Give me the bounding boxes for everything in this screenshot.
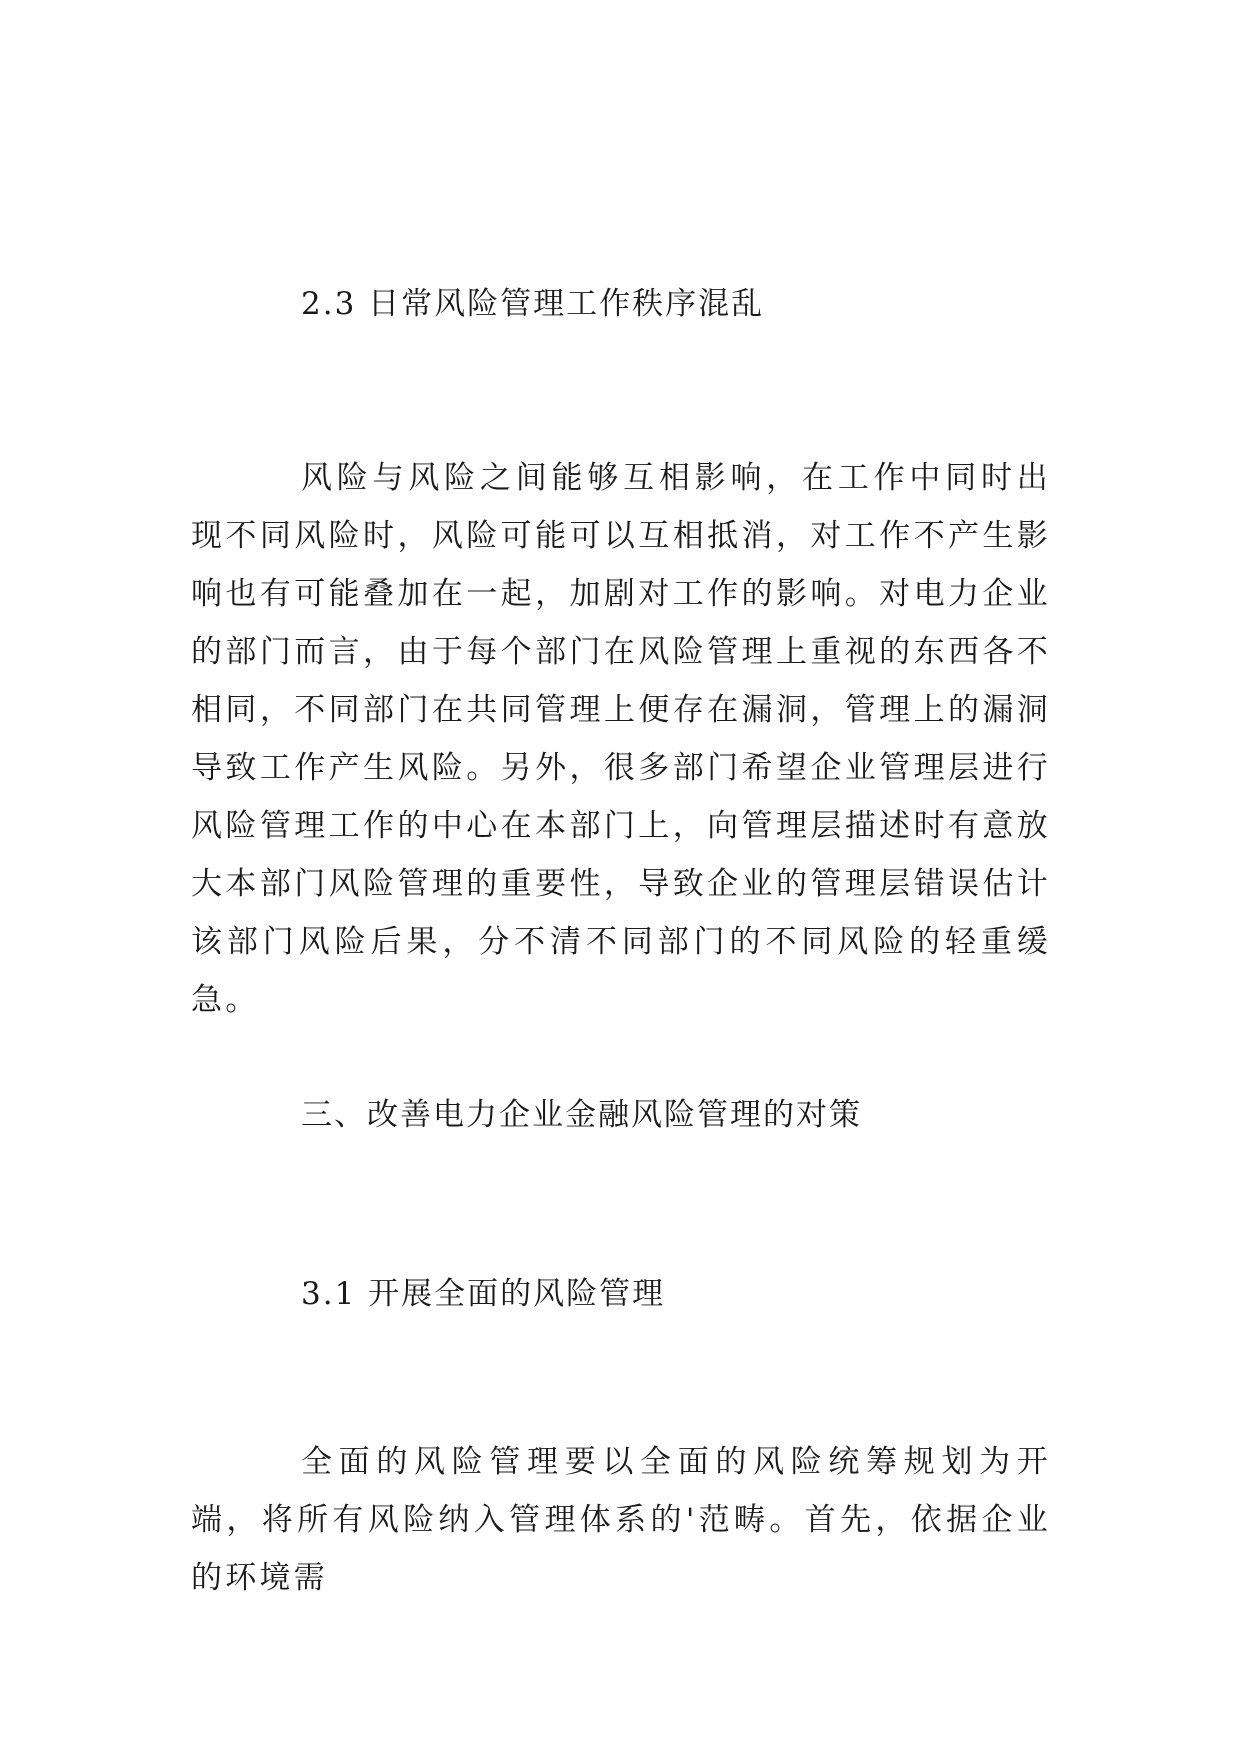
- body-paragraph: 风险与风险之间能够互相影响，在工作中同时出现不同风险时，风险可能可以互相抵消，对工作不产生影响也有可能叠加在一起，加剧对工作的影响。对电力企业的部门而言，由于每个部门在风险管理上重视的东西各不相同，不同部门在共同管理上便存在漏洞，管理上的漏洞导致工作产生风险。另外，很多部门希望企业管理层进行风险管理工作的中心在本部门上，向管理层描述时有意放大本部门风险管理的重要性，导致企业的管理层错误估计该部门风险后果，分不清不同部门的不同风险的轻重缓急。: [191, 460, 1051, 1018]
- chapter-heading-3: 三、改善电力企业金融风险管理的对策: [301, 1097, 862, 1133]
- section-heading-3-1: 3.1 开展全面的风险管理: [301, 1276, 666, 1312]
- body-paragraph: 全面的风险管理要以全面的风险统筹规划为开端，将所有风险纳入管理体系的'范畴。首先，依据企业的环境需: [191, 1444, 1051, 1596]
- section-heading-2-3: 2.3 日常风险管理工作秩序混乱: [301, 286, 765, 322]
